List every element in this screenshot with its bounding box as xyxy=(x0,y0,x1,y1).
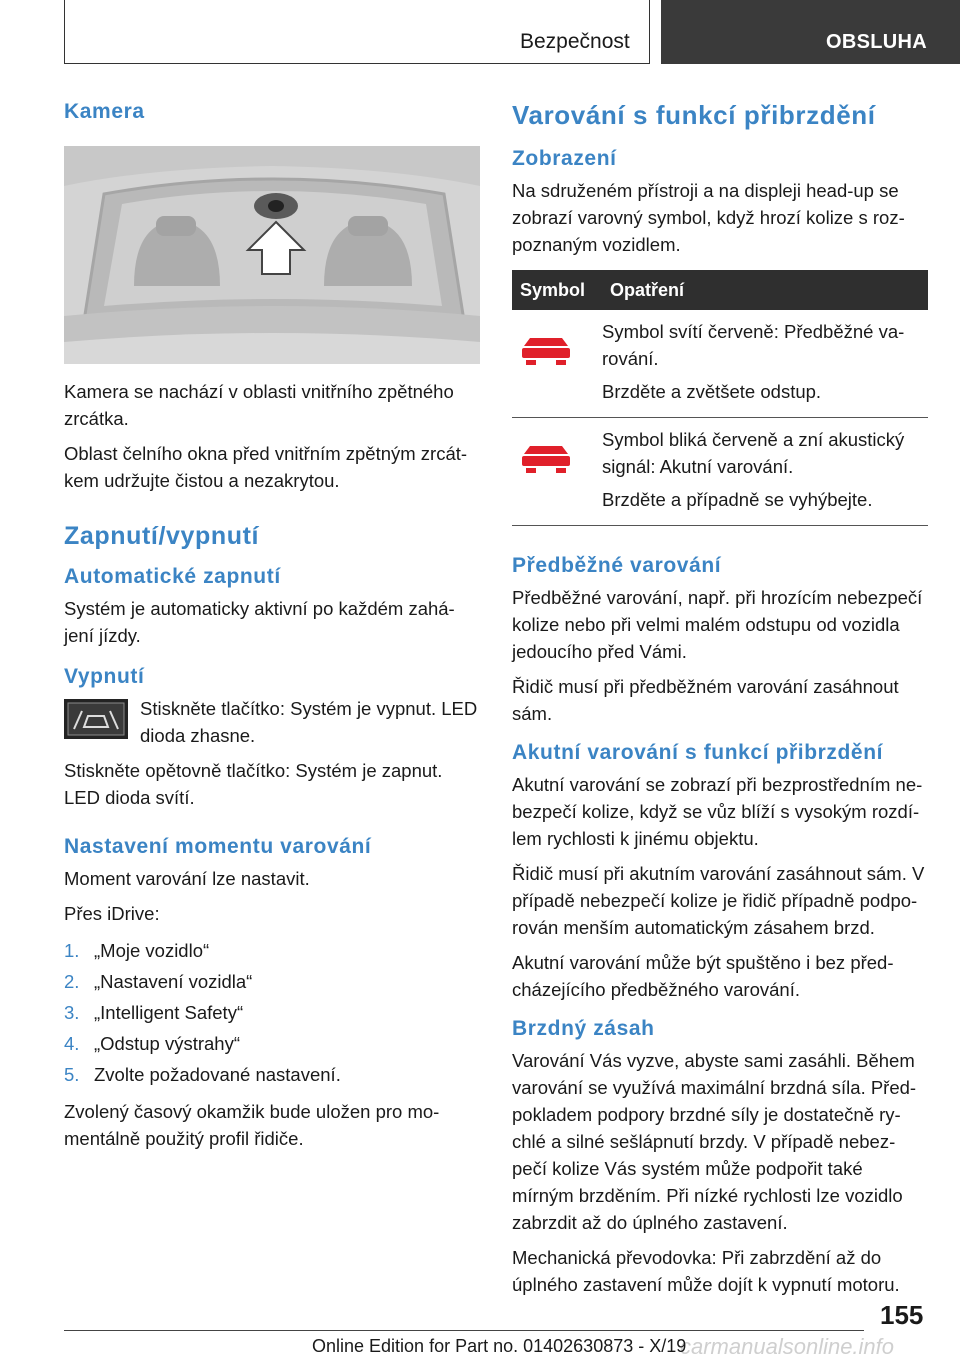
camera-heading: Kamera xyxy=(64,100,145,123)
list-item: 1. „Moje vozidlo“ xyxy=(64,940,210,961)
setting-paragraph-1: Moment varování lze nastavit. xyxy=(64,868,310,889)
header-section-title: Bezpečnost xyxy=(520,30,630,53)
list-item: 5. Zvolte požadované nastavení. xyxy=(64,1064,341,1085)
pre-warning-paragraph-2: Řidič musí při předběžném varování zasáhnout sám. xyxy=(512,676,899,724)
row-1-line-1: Symbol svítí červeně: Předběžné va-rování. xyxy=(602,321,905,369)
page-number: 155 xyxy=(880,1300,924,1330)
action-column-header: Opatření xyxy=(602,270,928,310)
list-item: 4. „Odstup výstrahy“ xyxy=(64,1033,240,1054)
acute-warning-paragraph-1: Akutní varování se zobrazí při bezprostředním ne-bezpečí kolize, když se vůz blíží s vysokým rozdí-lem rychlosti k jinému objektu. xyxy=(512,774,923,849)
setting-paragraph-2: Přes iDrive: xyxy=(64,903,160,924)
off-button-row xyxy=(64,695,480,749)
symbol-column-header: Symbol xyxy=(512,270,602,310)
off-heading: Vypnutí xyxy=(64,665,145,688)
table-row xyxy=(512,418,928,526)
footer-divider xyxy=(64,1330,864,1331)
car-warning-icon xyxy=(520,336,572,366)
camera-location-photo xyxy=(64,146,480,364)
list-item: 2. „Nastavení vozidla“ xyxy=(64,971,253,992)
off-button-text: Stiskněte tlačítko: Systém je vypnut. LED dioda zhasne. xyxy=(140,698,478,746)
pre-warning-heading: Předběžné varování xyxy=(512,554,722,577)
collision-warning-button-icon xyxy=(64,699,128,739)
camera-paragraph-2: Oblast čelního okna před vnitřním zpětným zrcát-kem udržujte čistou a nezakrytou. xyxy=(64,443,468,491)
symbol-table xyxy=(512,270,928,526)
brake-paragraph-2: Mechanická převodovka: Při zabrzdění až do úplného zastavení může dojít k vypnutí motoru. xyxy=(512,1247,900,1295)
acute-warning-paragraph-3: Akutní varování může být spuštěno i bez před-cházejícího předběžného varování. xyxy=(512,952,894,1000)
acute-warning-heading: Akutní varování s funkcí přibrzdění xyxy=(512,741,884,764)
setting-heading: Nastavení momentu varování xyxy=(64,835,372,858)
brake-paragraph-1: Varování Vás vyzve, abyste sami zasáhli. Během varování se využívá maximální brzdná síla. Před-pokladem podpory brzdné síly je dostatečně ry-chlé a silné sešlápnutí brzdy. V případě nebez-pečí kolize Vás systém může podpořit také mírným brzděním. Při nízké rychlosti lze vozidlo zabrzdit až do úplného zastavení. xyxy=(512,1050,917,1233)
header-chapter-title: OBSLUHA xyxy=(826,31,927,53)
acute-warning-paragraph-2: Řidič musí při akutním varování zasáhnout sám. V případě nebezpečí kolize je řidič případně podpo-rován menším automatickým zásahem brzd. xyxy=(512,863,925,938)
right-column xyxy=(512,100,928,1306)
footer-edition: Online Edition for Part no. 01402630873 - X/19 xyxy=(312,1336,687,1356)
brake-heading: Brzdný zásah xyxy=(512,1017,655,1040)
off-paragraph: Stiskněte opětovně tlačítko: Systém je zapnut. LED dioda svítí. xyxy=(64,760,443,808)
camera-paragraph-1: Kamera se nachází v oblasti vnitřního zpětného zrcátka. xyxy=(64,381,454,429)
idrive-steps-list xyxy=(64,935,480,1090)
row-2-line-2: Brzděte a případně se vyhýbejte. xyxy=(602,489,873,510)
row-1-line-2: Brzděte a zvětšete odstup. xyxy=(602,381,822,402)
warning-main-heading: Varování s funkcí přibrzdění xyxy=(512,100,876,130)
auto-on-paragraph: Systém je automaticky aktivní po každém zahá-jení jízdy. xyxy=(64,598,455,646)
table-row xyxy=(512,310,928,418)
display-paragraph: Na sdruženém přístroji a na displeji head-up se zobrazí varovný symbol, když hrozí kolize s roz-poznaným vozidlem. xyxy=(512,180,905,255)
display-heading: Zobrazení xyxy=(512,147,617,170)
setting-paragraph-3: Zvolený časový okamžik bude uložen pro mo-mentálně použitý profil řidiče. xyxy=(64,1101,440,1149)
row-2-line-1: Symbol bliká červeně a zní akustický signál: Akutní varování. xyxy=(602,429,905,477)
list-item: 3. „Intelligent Safety“ xyxy=(64,1002,244,1023)
auto-on-heading: Automatické zapnutí xyxy=(64,565,281,588)
left-column xyxy=(64,100,480,1160)
pre-warning-paragraph-1: Předběžné varování, např. při hrozícím nebezpečí kolize nebo při velmi malém odstupu od vozidla jedoucího před Vámi. xyxy=(512,587,923,662)
onoff-heading: Zapnutí/vypnutí xyxy=(64,522,260,550)
car-warning-icon xyxy=(520,444,572,474)
footer-watermark: carmanualsonline.info xyxy=(680,1334,895,1359)
